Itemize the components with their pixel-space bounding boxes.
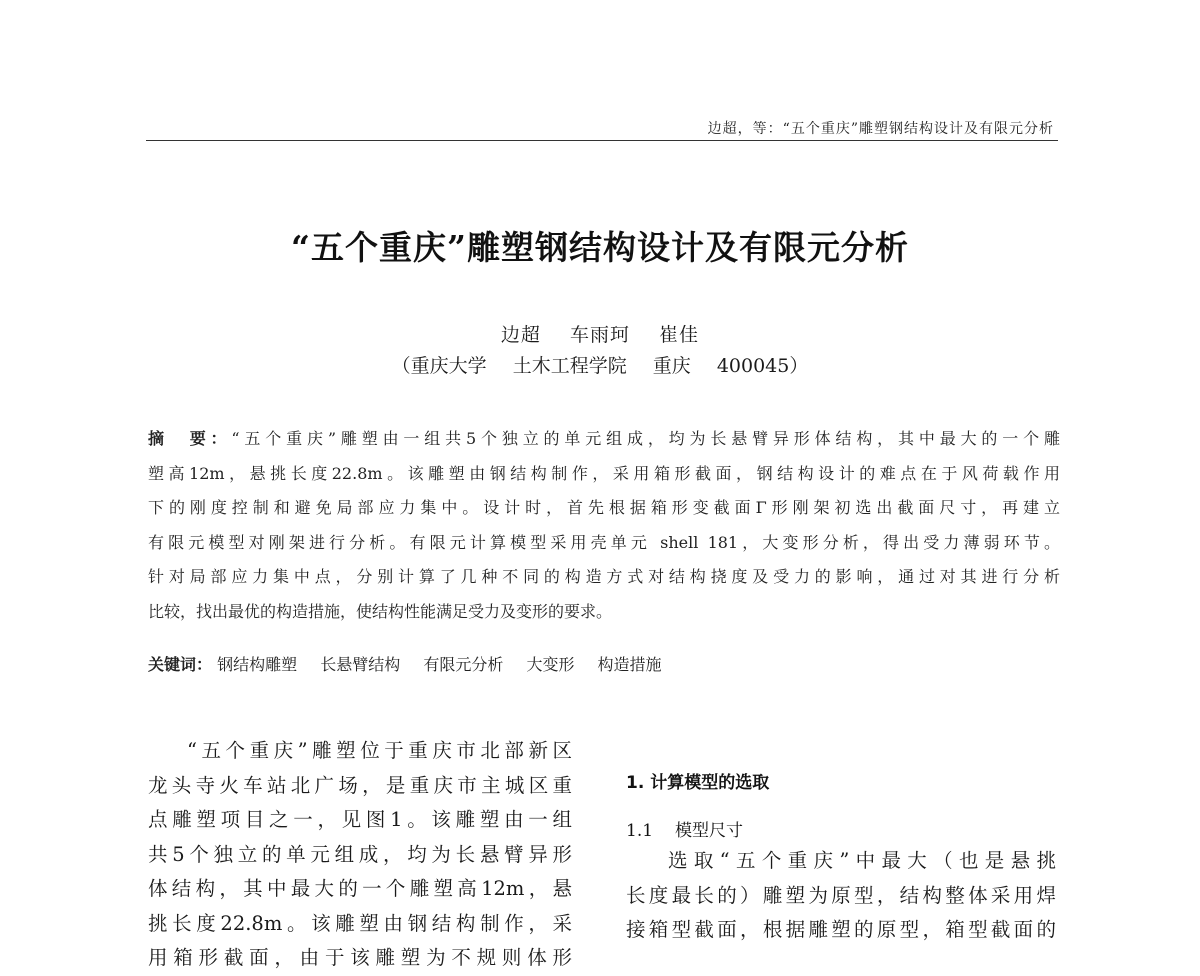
abstract-label: 摘 要：: [148, 429, 232, 448]
author-name: 车雨珂: [569, 324, 630, 346]
author-name: 边超: [500, 324, 541, 346]
abstract-line: 下的刚度控制和避免局部应力集中。设计时，首先根据箱形变截面Γ形刚架初选出截面尺寸，再建立: [148, 498, 1060, 518]
body-line: 接箱型截面，根据雕塑的原型，箱型截面的: [626, 918, 1056, 941]
abstract-line: 比较，找出最优的构造措施，使结构性能满足受力及变形的要求。: [148, 601, 613, 621]
body-line: 龙头寺火车站北广场，是重庆市主城区重: [148, 773, 572, 797]
affiliation-dept: 土木工程学院: [512, 355, 627, 377]
subsection-number: 1.1: [626, 821, 654, 841]
abstract: [148, 422, 1060, 630]
running-header: 边超，等：“五个重庆”雕塑钢结构设计及有限元分析: [707, 121, 1054, 137]
keyword: 大变形: [526, 655, 575, 674]
abstract-line: 针对局部应力集中点，分别计算了几种不同的构造方式对结构挠度及受力的影响，通过对其进行分析: [148, 567, 1060, 587]
body-line: 长度最长的）雕塑为原型，结构整体采用焊: [626, 883, 1056, 907]
keyword: 长悬臂结构: [320, 655, 401, 674]
body-line: 选取“五个重庆”中最大（也是悬挑: [668, 849, 1056, 872]
header-rule: [146, 140, 1058, 141]
body-line: 挑长度22.8m。该雕塑由钢结构制作，采: [148, 911, 572, 935]
body-line: 用箱形截面，由于该雕塑为不规则体形: [148, 946, 572, 969]
body-right-column: [626, 844, 1056, 948]
affiliation-university: （重庆大学: [391, 355, 487, 377]
affiliation-zip: 400045）: [716, 355, 809, 377]
keyword: 构造措施: [597, 655, 662, 674]
authors-line: [0, 320, 1200, 347]
keyword: 有限元分析: [423, 655, 504, 674]
section-heading: 1. 计算模型的选取: [626, 773, 770, 793]
body-line: 点雕塑项目之一，见图1。该雕塑由一组: [148, 808, 572, 831]
author-name: 崔佳: [659, 324, 700, 346]
keywords: [148, 652, 1060, 675]
subsection-title: 模型尺寸: [675, 821, 744, 841]
affiliation-city: 重庆: [652, 355, 691, 377]
body-line: 体结构，其中最大的一个雕塑高12m，悬: [148, 877, 572, 900]
paper-title: “五个重庆”雕塑钢结构设计及有限元分析: [291, 228, 909, 267]
affiliation: [0, 351, 1200, 378]
abstract-line: 有限元模型对刚架进行分析。有限元计算模型采用壳单元 shell 181，大变形分析，得出受力薄弱环节。: [148, 532, 1060, 552]
body-line: “五个重庆”雕塑位于重庆市北部新区: [187, 739, 572, 762]
subsection-heading: [626, 816, 743, 841]
body-line: 共5个独立的单元组成，均为长悬臂异形: [148, 842, 572, 866]
abstract-line: 摘 要：“五个重庆”雕塑由一组共5个独立的单元组成，均为长悬臂异形体结构，其中最大的一个雕: [148, 429, 1060, 448]
abstract-line: 塑高12m，悬挑长度22.8m。该雕塑由钢结构制作，采用箱形截面，钢结构设计的难点在于风荷载作用: [148, 463, 1060, 483]
body-left-column: [148, 734, 572, 976]
keyword: 钢结构雕塑: [217, 655, 298, 674]
keywords-label: 关键词：: [148, 655, 213, 674]
